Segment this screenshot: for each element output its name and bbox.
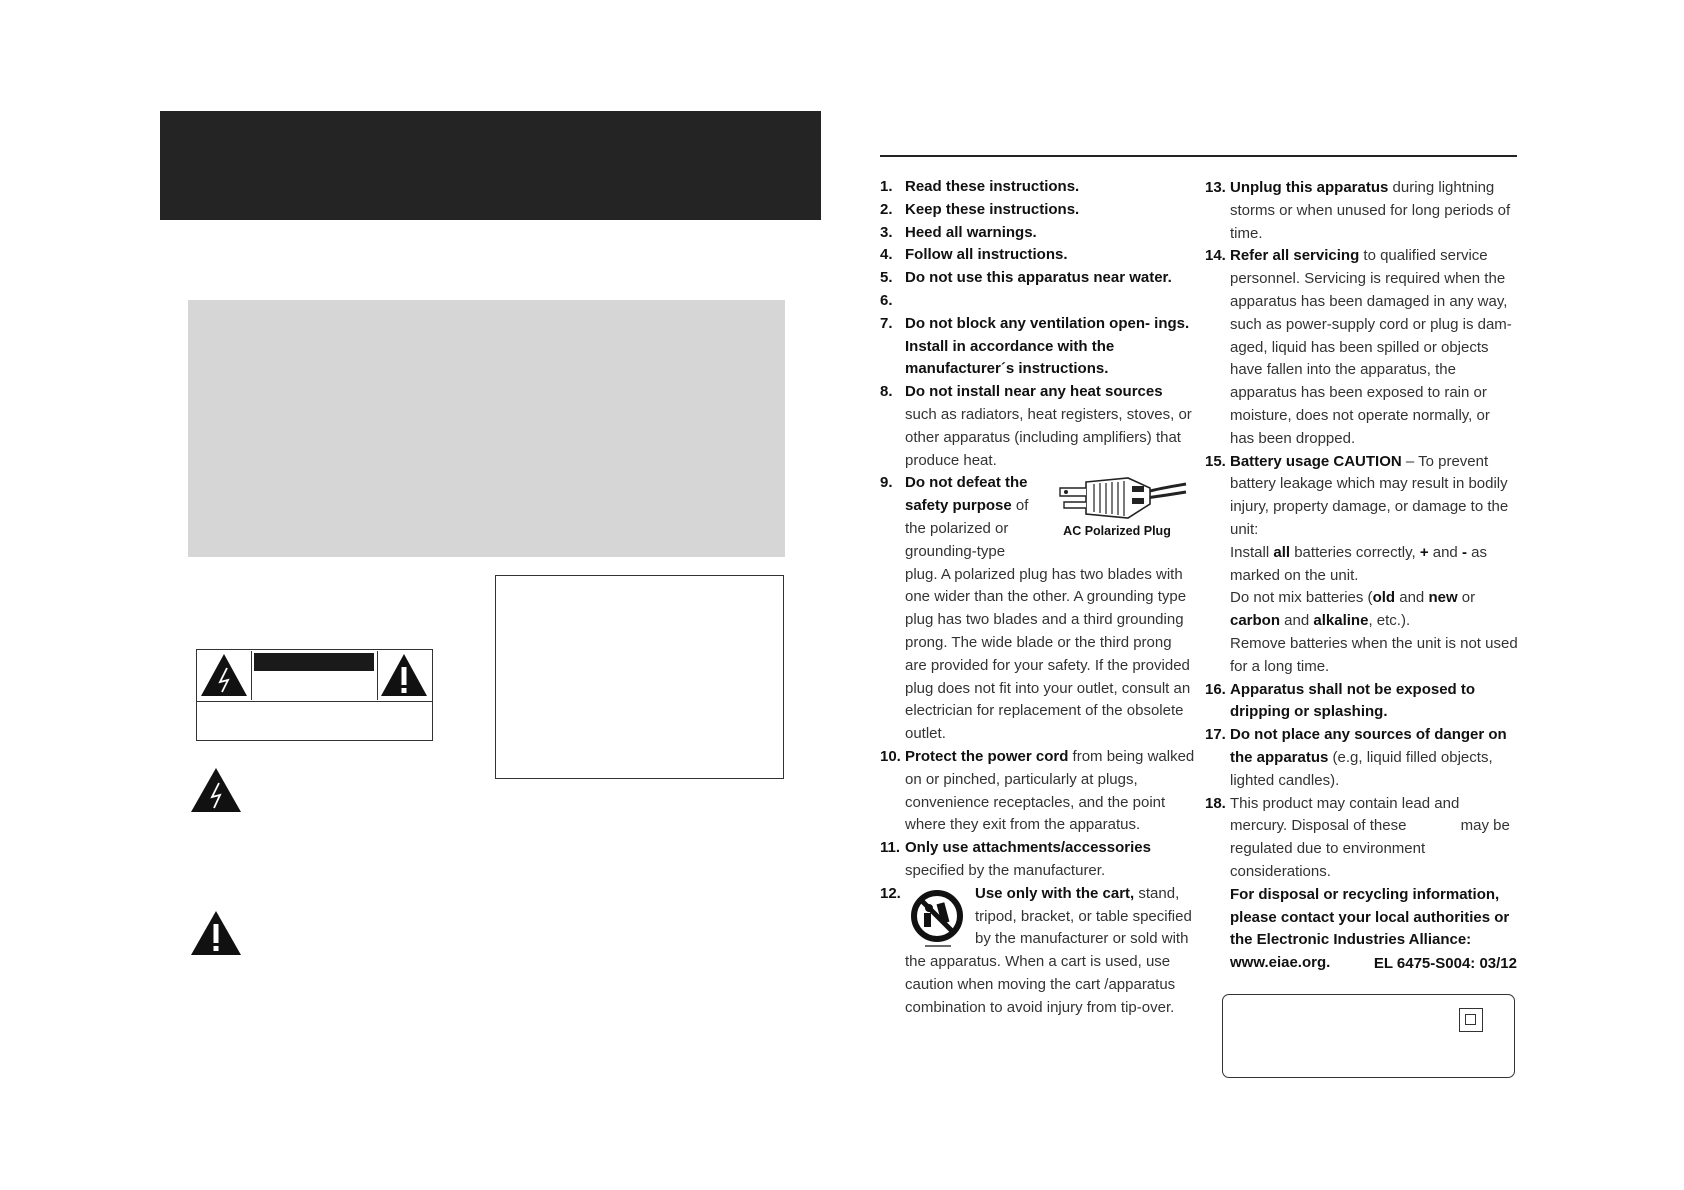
caution-banner bbox=[254, 653, 374, 671]
caution-lightning-cell bbox=[198, 651, 252, 700]
gray-panel bbox=[188, 300, 785, 557]
instruction-item bbox=[880, 837, 1196, 883]
item-heading: Battery usage CAUTION bbox=[1230, 452, 1402, 470]
item-number: 18. bbox=[1205, 794, 1226, 812]
instructions-column-1 bbox=[880, 176, 1196, 1019]
instruction-item bbox=[880, 381, 1196, 472]
caution-divider bbox=[197, 701, 432, 702]
item-text: specified by the manufacturer. bbox=[905, 861, 1106, 879]
item-number: 16. bbox=[1205, 680, 1226, 698]
item-number: 11. bbox=[880, 839, 901, 857]
instruction-item bbox=[880, 883, 1196, 1020]
item-text: during lightning storms or when unused for long periods of time. bbox=[1230, 179, 1511, 242]
item-text: to qualified service personnel. Servicing is required when the apparatus has been damaged in any way, such as power-supply cord or plug is dam- aged, liquid has been spilled or objects have fallen into the apparatus, the apparatus has been exposed to rain or moisture, does not operate normally, or has been dropped. bbox=[1230, 247, 1512, 447]
instruction-item bbox=[1205, 793, 1518, 975]
item-heading: Do not place any sources of danger on the apparatus bbox=[1230, 726, 1507, 766]
lightning-warning-icon bbox=[198, 651, 250, 698]
item-number: 12. bbox=[880, 884, 901, 902]
instruction-item bbox=[1205, 724, 1518, 792]
item-heading: Do not block any ventilation open- ings. Install in accordance with the manufacturer´s instructions. bbox=[905, 314, 1190, 378]
instruction-item bbox=[880, 222, 1196, 245]
cart-figure bbox=[907, 885, 967, 951]
item-number: 2. bbox=[880, 200, 893, 218]
caution-exclamation-cell bbox=[377, 651, 431, 700]
battery-install-note: Install all batteries correctly, + and - as marked on the unit. bbox=[1230, 543, 1487, 584]
item-heading: Do not use this apparatus near water. bbox=[905, 269, 1172, 287]
instruction-item bbox=[880, 176, 1196, 199]
cart-tip-over-icon bbox=[907, 885, 967, 951]
instruction-item bbox=[880, 267, 1196, 290]
instruction-item bbox=[880, 290, 1196, 313]
lightning-warning-icon bbox=[190, 767, 242, 813]
rating-label-box bbox=[1222, 994, 1515, 1078]
ac-polarized-plug-icon bbox=[1046, 474, 1188, 524]
item-text: of the polarized or grounding-type plug. A polarized plug has two blades with one wider than the other. A grounding type plug has two blades and a third grounding prong. The wide blade or the third prong are provided for your safety. If the provided plug does not fit into your outlet, consult an electrician for replacement of the obsolete outlet. bbox=[905, 497, 1191, 743]
item-number: 14. bbox=[1205, 247, 1226, 265]
disposal-note: For disposal or recycling information, please contact your local authorities or the Electronic Industries Alliance: www.eiae.org. bbox=[1230, 885, 1510, 972]
item-text: such as radiators, heat registers, stoves, or other apparatus (including amplifiers) that produce heat. bbox=[905, 405, 1192, 469]
item-number: 8. bbox=[880, 383, 893, 401]
instruction-item bbox=[880, 199, 1196, 222]
exclamation-warning-icon bbox=[190, 910, 242, 956]
document-code: EL 6475-S004: 03/12 bbox=[1373, 955, 1517, 972]
instruction-item bbox=[1205, 245, 1518, 450]
item-heading: Keep these instructions. bbox=[905, 200, 1080, 218]
item-heading: Do not install near any heat sources bbox=[905, 383, 1163, 401]
item-number: 4. bbox=[880, 246, 893, 264]
double-insulation-icon bbox=[1459, 1008, 1483, 1032]
instruction-item bbox=[880, 746, 1196, 837]
plug-label: AC Polarized Plug bbox=[1063, 524, 1171, 539]
item-text: – To prevent battery leakage which may result in bodily injury, property damage, or damage to the unit: bbox=[1230, 452, 1509, 538]
item-heading: Follow all instructions. bbox=[905, 246, 1068, 264]
instruction-item bbox=[880, 472, 1196, 746]
battery-mix-note: Do not mix batteries (old and new or carbon and alkaline, etc.). bbox=[1230, 589, 1476, 630]
item-number: 7. bbox=[880, 314, 893, 332]
item-heading: Only use attachments/accessories bbox=[905, 839, 1151, 857]
item-number: 1. bbox=[880, 178, 893, 195]
caution-label-box bbox=[196, 649, 433, 741]
item-number: 9. bbox=[880, 474, 893, 492]
item-heading: Use only with the cart, bbox=[975, 884, 1135, 902]
battery-remove-note: Remove batteries when the unit is not used for a long time. bbox=[1230, 634, 1518, 675]
item-text: from being walked on or pinched, particularly at plugs, convenience receptacles, and the point where they exit from the apparatus. bbox=[905, 747, 1195, 834]
item-heading: Read these instructions. bbox=[905, 178, 1080, 195]
outlined-box bbox=[495, 575, 784, 779]
instruction-item bbox=[1205, 451, 1518, 679]
item-heading: Unplug this apparatus bbox=[1230, 179, 1389, 196]
item-number: 15. bbox=[1205, 452, 1226, 470]
item-number: 10. bbox=[880, 747, 901, 765]
item-heading: Protect the power cord bbox=[905, 747, 1069, 765]
item-number: 17. bbox=[1205, 726, 1226, 744]
header-bar bbox=[160, 111, 821, 220]
instruction-item bbox=[880, 313, 1196, 381]
plug-figure bbox=[1046, 474, 1188, 556]
item-heading: Apparatus shall not be exposed to dripping or splashing. bbox=[1230, 680, 1476, 721]
item-number: 5. bbox=[880, 269, 893, 287]
exclamation-warning-icon bbox=[378, 651, 430, 698]
item-heading: Refer all servicing bbox=[1230, 247, 1360, 265]
item-number: 6. bbox=[880, 291, 893, 309]
instruction-item bbox=[880, 244, 1196, 267]
item-text: This product may contain lead and mercury. Disposal of these may be regulated due to environment considerations. bbox=[1230, 794, 1514, 880]
item-text: (e.g, liquid filled objects, lighted candles). bbox=[1230, 748, 1493, 789]
item-heading: Heed all warnings. bbox=[905, 223, 1037, 241]
item-number: 3. bbox=[880, 223, 893, 241]
item-text: stand, tripod, bracket, or table specified by the manufacturer or sold with the apparatus. When a cart is used, use caution when moving the cart /apparatus combination to avoid injury from tip-over. bbox=[905, 884, 1192, 1016]
item-heading: Do not defeat the safety purpose bbox=[905, 474, 1028, 515]
top-rule bbox=[880, 155, 1517, 157]
instruction-item bbox=[1205, 177, 1518, 245]
instruction-item bbox=[1205, 679, 1518, 725]
instructions-column-2 bbox=[1205, 177, 1518, 975]
item-number: 13. bbox=[1205, 179, 1226, 196]
